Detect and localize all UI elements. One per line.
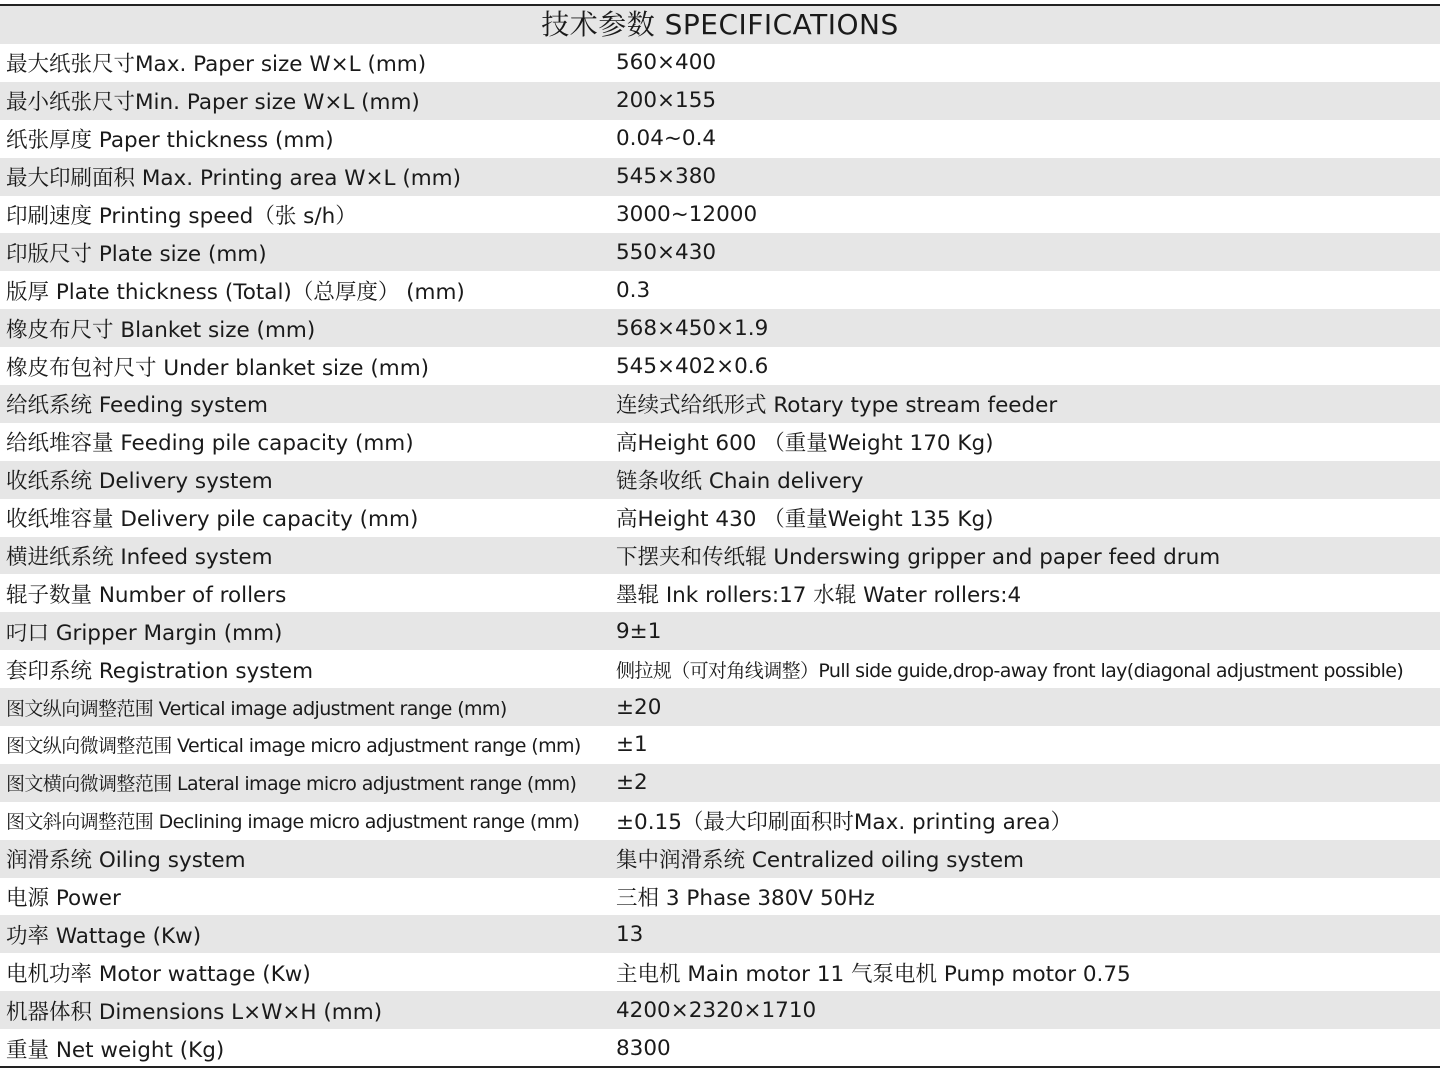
spec-label: 收纸系统 Delivery system: [6, 469, 273, 495]
table-row: [0, 158, 1440, 196]
spec-value: 主电机 Main motor 11 气泵电机 Pump motor 0.75: [616, 961, 1131, 987]
spec-label: 叼口 Gripper Margin (mm): [6, 620, 283, 646]
table-row: [0, 537, 1440, 575]
table-row: [0, 233, 1440, 271]
spec-label: 橡皮布包衬尺寸 Under blanket size (mm): [6, 355, 430, 381]
spec-value: 墨辊 Ink rollers:17 水辊 Water rollers:4: [616, 582, 1022, 608]
spec-rows: [0, 44, 1440, 1067]
table-row: [0, 347, 1440, 385]
table-row: [0, 764, 1440, 802]
spec-value: ±2: [616, 770, 648, 796]
table-row: [0, 271, 1440, 309]
spec-value: 链条收纸 Chain delivery: [616, 469, 864, 495]
table-row: [0, 461, 1440, 499]
spec-label: 橡皮布尺寸 Blanket size (mm): [6, 317, 316, 343]
bottom-rule: [0, 1066, 1440, 1068]
spec-label: 电机功率 Motor wattage (Kw): [6, 961, 311, 987]
table-row: [0, 953, 1440, 991]
spec-value: 8300: [616, 1035, 671, 1061]
table-row: [0, 309, 1440, 347]
spec-value: 0.04~0.4: [616, 126, 717, 152]
table-row: [0, 423, 1440, 461]
spec-value: 568×450×1.9: [616, 315, 769, 341]
spec-value: ±0.15（最大印刷面积时Max. printing area）: [616, 810, 1073, 836]
spec-label: 最大印刷面积 Max. Printing area W×L (mm): [6, 166, 462, 192]
table-row: [0, 726, 1440, 764]
spec-label: 功率 Wattage (Kw): [6, 923, 202, 949]
spec-label: 图文斜向调整范围 Declining image micro adjustment range (mm): [6, 811, 580, 834]
spec-label: 最小纸张尺寸Min. Paper size W×L (mm): [6, 90, 420, 116]
spec-value: 9±1: [616, 618, 662, 644]
spec-label: 给纸堆容量 Feeding pile capacity (mm): [6, 431, 414, 457]
spec-value: ±20: [616, 694, 662, 720]
spec-label: 图文纵向微调整范围 Vertical image micro adjustment range (mm): [6, 735, 581, 758]
spec-value: 3000~12000: [616, 202, 758, 227]
table-row: [0, 385, 1440, 423]
spec-value: 连续式给纸形式 Rotary type stream feeder: [616, 393, 1058, 419]
table-row: [0, 802, 1440, 840]
spec-value: 三相 3 Phase 380V 50Hz: [616, 886, 875, 912]
spec-value: ±1: [616, 732, 648, 758]
spec-label: 版厚 Plate thickness (Total)（总厚度） (mm): [6, 279, 465, 305]
table-row: [0, 915, 1440, 953]
table-row: [0, 120, 1440, 158]
spec-label: 电源 Power: [6, 886, 121, 912]
spec-label: 最大纸张尺寸Max. Paper size W×L (mm): [6, 52, 427, 78]
spec-label: 图文横向微调整范围 Lateral image micro adjustment range (mm): [6, 773, 577, 796]
table-row: [0, 878, 1440, 916]
spec-label: 收纸堆容量 Delivery pile capacity (mm): [6, 507, 419, 533]
spec-label: 给纸系统 Feeding system: [6, 393, 268, 419]
spec-label: 润滑系统 Oiling system: [6, 848, 246, 874]
spec-value: 13: [616, 921, 644, 947]
spec-value: 545×380: [616, 164, 717, 190]
spec-value: 4200×2320×1710: [616, 997, 817, 1023]
table-row: [0, 991, 1440, 1029]
table-row: [0, 574, 1440, 612]
spec-value: 550×430: [616, 239, 717, 265]
table-title: 技术参数 SPECIFICATIONS: [0, 6, 1440, 44]
spec-label: 重量 Net weight (Kg): [6, 1037, 225, 1063]
table-row: [0, 44, 1440, 82]
spec-value: 560×400: [616, 50, 717, 76]
spec-label: 机器体积 Dimensions L×W×H (mm): [6, 999, 383, 1025]
spec-value: 高Height 430 （重量Weight 135 Kg): [616, 507, 994, 533]
spec-label: 图文纵向调整范围 Vertical image adjustment range (mm): [6, 697, 507, 720]
table-row: [0, 82, 1440, 120]
spec-label: 横进纸系统 Infeed system: [6, 545, 273, 571]
table-row: [0, 612, 1440, 650]
table-row: [0, 650, 1440, 688]
table-row: [0, 1029, 1440, 1067]
spec-value: 集中润滑系统 Centralized oiling system: [616, 848, 1024, 874]
spec-label: 辊子数量 Number of rollers: [6, 582, 287, 608]
spec-value: 高Height 600 （重量Weight 170 Kg): [616, 431, 994, 457]
spec-value: 0.3: [616, 277, 651, 303]
table-row: [0, 196, 1440, 234]
table-row: [0, 499, 1440, 537]
spec-value: 200×155: [616, 88, 717, 114]
spec-value: 侧拉规（可对角线调整）Pull side guide,drop-away front lay(diagonal adjustment possible): [616, 659, 1404, 682]
spec-label: 印版尺寸 Plate size (mm): [6, 241, 267, 267]
table-row: [0, 840, 1440, 878]
table-row: [0, 688, 1440, 726]
spec-value: 545×402×0.6: [616, 353, 769, 379]
spec-label: 印刷速度 Printing speed（张 s/h）: [6, 204, 357, 229]
spec-label: 纸张厚度 Paper thickness (mm): [6, 128, 334, 154]
spec-value: 下摆夹和传纸辊 Underswing gripper and paper feed drum: [616, 545, 1221, 571]
spec-label: 套印系统 Registration system: [6, 658, 314, 684]
